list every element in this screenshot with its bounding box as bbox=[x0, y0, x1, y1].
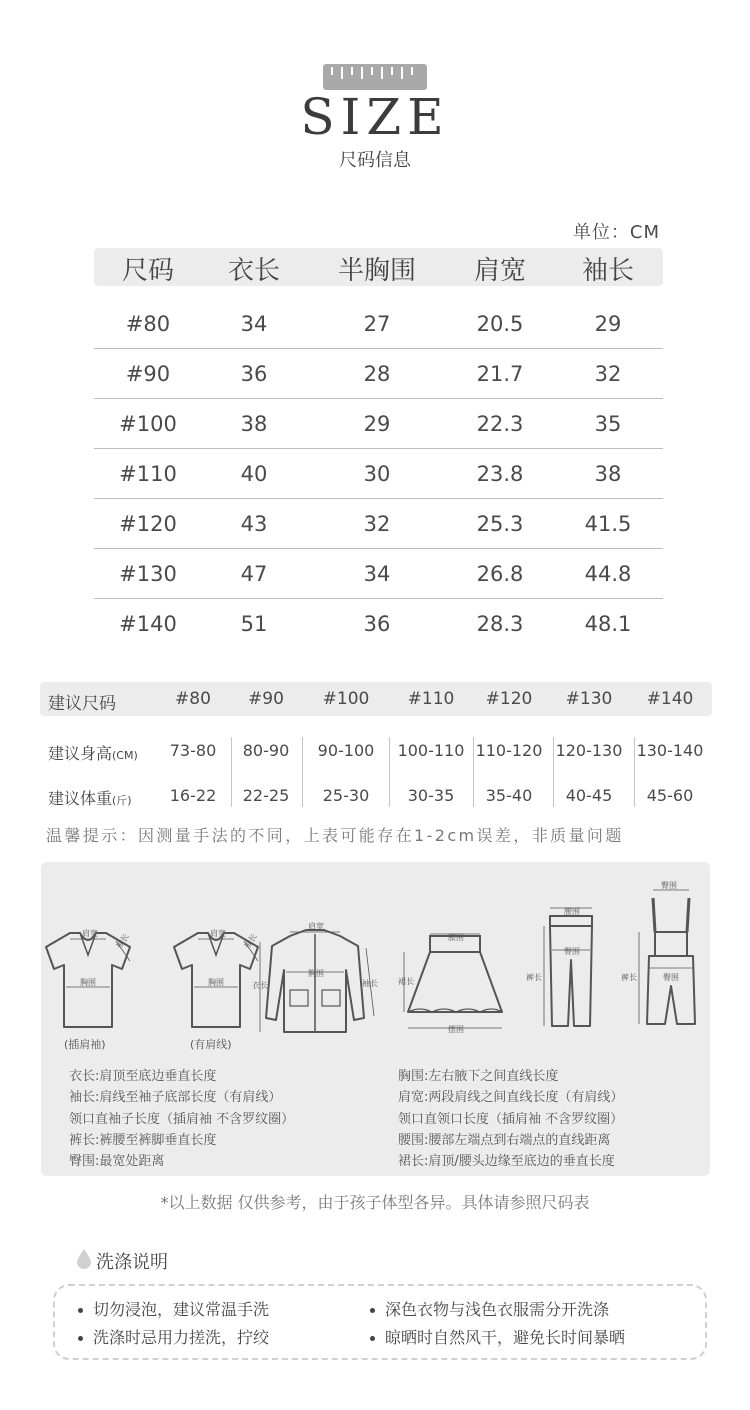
height-value: 120-130 bbox=[555, 741, 623, 760]
cell-length: 40 bbox=[240, 462, 268, 486]
tshirt-shoulder-label: 肩宽 bbox=[82, 929, 98, 938]
column-divider bbox=[302, 737, 303, 807]
cell-size: #110 bbox=[119, 462, 177, 486]
height-value: 80-90 bbox=[242, 741, 290, 760]
svg-text:臀围: 臀围 bbox=[661, 881, 677, 890]
cell-size: #80 bbox=[125, 312, 171, 336]
cell-chest: 27 bbox=[363, 312, 391, 336]
cell-sleeve: 48.1 bbox=[584, 612, 632, 636]
column-divider bbox=[473, 737, 474, 807]
cell-length: 51 bbox=[240, 612, 268, 636]
cell-sleeve: 41.5 bbox=[584, 512, 632, 536]
disclaimer-note: *以上数据 仅供参考，由于孩子体型各异。具体请参照尺码表 bbox=[160, 1193, 590, 1212]
svg-text:袖长: 袖长 bbox=[114, 932, 131, 951]
cell-chest: 28 bbox=[363, 362, 391, 386]
table-row-divider bbox=[94, 348, 663, 349]
cell-sleeve: 44.8 bbox=[584, 562, 632, 586]
wash-title: 洗涤说明 bbox=[96, 1252, 168, 1273]
recommend-size: #100 bbox=[322, 689, 370, 709]
svg-text:肩宽: 肩宽 bbox=[308, 922, 324, 931]
cell-chest: 34 bbox=[363, 562, 391, 586]
weight-value: 30-35 bbox=[407, 786, 455, 805]
cell-chest: 30 bbox=[363, 462, 391, 486]
cell-size: #120 bbox=[119, 512, 177, 536]
svg-text:衣长: 衣长 bbox=[252, 981, 268, 990]
cell-shoulder: 25.3 bbox=[476, 512, 524, 536]
cell-length: 43 bbox=[240, 512, 268, 536]
overalls-icon bbox=[615, 876, 707, 1036]
header-shoulder: 肩宽 bbox=[473, 256, 526, 286]
tip-text: 温馨提示：因测量手法的不同，上表可能存在1-2cm误差，非质量问题 bbox=[46, 826, 624, 845]
svg-text:裤长: 裤长 bbox=[526, 973, 542, 982]
recommend-size: #140 bbox=[646, 689, 694, 709]
header-size: 尺码 bbox=[121, 256, 174, 286]
table-row-divider bbox=[94, 598, 663, 599]
water-drop-icon bbox=[76, 1248, 92, 1270]
weight-label: 建议体重(斤) bbox=[48, 789, 132, 808]
weight-value: 40-45 bbox=[565, 786, 613, 805]
svg-text:臀围: 臀围 bbox=[663, 973, 679, 982]
cell-size: #100 bbox=[119, 412, 177, 436]
definitions-right: 胸围:左右腋下之间直线长度 肩宽:两段肩线之间直线长度（有肩线） 领口直领口长度（插肩袖 不含罗纹圈） 腰围:腰部左端点到右端点的直线距离 裙长:肩顶/腰头边缘至底边的垂直长度 bbox=[398, 1069, 624, 1170]
svg-text:胸围: 胸围 bbox=[80, 978, 96, 987]
cell-chest: 36 bbox=[363, 612, 391, 636]
header-length: 衣长 bbox=[227, 256, 280, 286]
cell-length: 47 bbox=[240, 562, 268, 586]
svg-text:胸围: 胸围 bbox=[308, 969, 324, 978]
skirt-icon bbox=[398, 928, 510, 1040]
column-divider bbox=[231, 737, 232, 807]
cell-chest: 29 bbox=[363, 412, 391, 436]
svg-text:摆围: 摆围 bbox=[448, 1025, 464, 1034]
column-divider bbox=[634, 737, 635, 807]
table-row-divider bbox=[94, 548, 663, 549]
definitions-left: 衣长:肩顶至底边垂直长度 袖长:肩线至袖子底部长度（有肩线） 领口直袖子长度（插肩袖 不含罗纹圈） 裤长:裤腰至裤脚垂直长度 臀围:最宽处距离 bbox=[69, 1069, 295, 1170]
height-value: 90-100 bbox=[317, 741, 375, 760]
cell-sleeve: 29 bbox=[594, 312, 622, 336]
recommend-size: #130 bbox=[565, 689, 613, 709]
page-title: SIZE bbox=[300, 88, 450, 146]
column-divider bbox=[553, 737, 554, 807]
header-sleeve: 袖长 bbox=[581, 256, 634, 286]
weight-value: 22-25 bbox=[242, 786, 290, 805]
wash-item: 深色衣物与浅色衣服需分开洗涤 bbox=[370, 1297, 609, 1320]
caption-shoulder: (有肩线) bbox=[190, 1038, 232, 1051]
svg-text:腰围: 腰围 bbox=[564, 907, 580, 916]
svg-text:裤长: 裤长 bbox=[621, 973, 637, 982]
cell-size: #130 bbox=[119, 562, 177, 586]
height-label: 建议身高(CM) bbox=[48, 744, 138, 763]
pants-icon bbox=[522, 900, 614, 1038]
page-subtitle: 尺码信息 bbox=[339, 150, 411, 171]
cell-size: #90 bbox=[125, 362, 171, 386]
jacket-icon bbox=[250, 920, 380, 1040]
cell-sleeve: 38 bbox=[594, 462, 622, 486]
table-row-divider bbox=[94, 498, 663, 499]
weight-value: 16-22 bbox=[169, 786, 217, 805]
cell-shoulder: 23.8 bbox=[476, 462, 524, 486]
height-value: 100-110 bbox=[397, 741, 465, 760]
tshirt-raglan-icon bbox=[42, 925, 134, 1035]
table-row-divider bbox=[94, 398, 663, 399]
weight-value: 45-60 bbox=[646, 786, 694, 805]
height-value: 110-120 bbox=[475, 741, 543, 760]
caption-raglan: (插肩袖) bbox=[64, 1038, 106, 1051]
cell-sleeve: 32 bbox=[594, 362, 622, 386]
cell-shoulder: 20.5 bbox=[476, 312, 524, 336]
ruler-icon bbox=[323, 64, 427, 90]
cell-length: 38 bbox=[240, 412, 268, 436]
cell-shoulder: 22.3 bbox=[476, 412, 524, 436]
recommend-size: #110 bbox=[407, 689, 455, 709]
svg-text:腰围: 腰围 bbox=[448, 933, 464, 942]
svg-text:裙长: 裙长 bbox=[398, 977, 414, 986]
svg-text:臀围: 臀围 bbox=[564, 947, 580, 956]
recommend-size: #90 bbox=[248, 689, 284, 709]
weight-value: 25-30 bbox=[322, 786, 370, 805]
svg-text:肩宽: 肩宽 bbox=[210, 929, 226, 938]
wash-box bbox=[53, 1284, 707, 1360]
height-value: 73-80 bbox=[169, 741, 217, 760]
cell-length: 36 bbox=[240, 362, 268, 386]
cell-shoulder: 28.3 bbox=[476, 612, 524, 636]
recommend-size: #80 bbox=[175, 689, 211, 709]
tshirt-shoulder-icon bbox=[170, 925, 262, 1035]
header-chest: 半胸围 bbox=[337, 256, 416, 286]
cell-shoulder: 21.7 bbox=[476, 362, 524, 386]
wash-item: 洗涤时忌用力搓洗，拧绞 bbox=[78, 1325, 269, 1348]
cell-shoulder: 26.8 bbox=[476, 562, 524, 586]
recommend-label: 建议尺码 bbox=[48, 694, 116, 714]
table-row-divider bbox=[94, 448, 663, 449]
cell-sleeve: 35 bbox=[594, 412, 622, 436]
cell-size: #140 bbox=[119, 612, 177, 636]
wash-item: 切勿浸泡，建议常温手洗 bbox=[78, 1297, 269, 1320]
cell-chest: 32 bbox=[363, 512, 391, 536]
svg-text:袖长: 袖长 bbox=[242, 932, 259, 951]
column-divider bbox=[389, 737, 390, 807]
svg-text:袖长: 袖长 bbox=[362, 979, 378, 988]
weight-value: 35-40 bbox=[485, 786, 533, 805]
recommend-size: #120 bbox=[485, 689, 533, 709]
svg-text:胸围: 胸围 bbox=[208, 978, 224, 987]
wash-item: 晾晒时自然风干，避免长时间暴晒 bbox=[370, 1325, 625, 1348]
cell-length: 34 bbox=[240, 312, 268, 336]
height-value: 130-140 bbox=[636, 741, 704, 760]
unit-label: 单位：CM bbox=[572, 222, 660, 243]
